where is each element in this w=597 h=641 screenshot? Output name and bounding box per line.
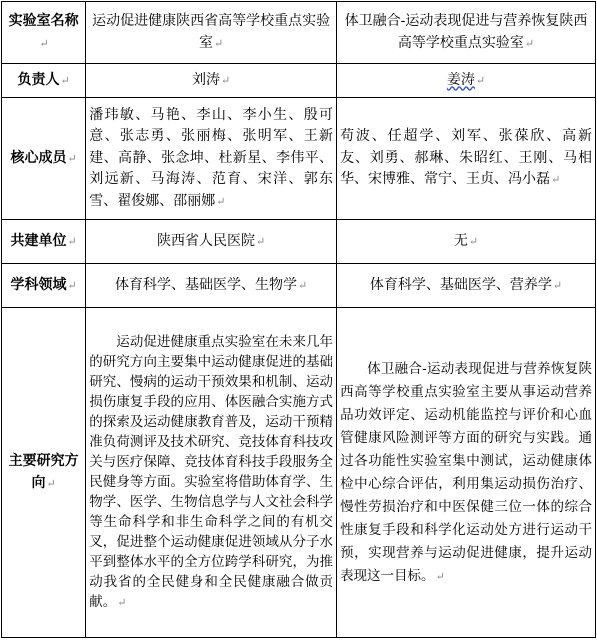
co-builder-col1 [86, 220, 337, 264]
cell-text: 陕西省人民医院 [157, 232, 256, 249]
row-discipline [2, 264, 596, 308]
cell-mark-icon: ↵ [435, 569, 445, 583]
cell-mark-icon: ↵ [67, 278, 77, 292]
cell-mark-icon: ↵ [60, 73, 70, 87]
row-leader [2, 64, 596, 98]
row-lab-name [2, 2, 596, 64]
label-core-members [2, 98, 86, 220]
cell-text: 苟波、任超学、刘军、张葆欣、高新友、刘勇、郝琳、朱昭红、王刚、马相华、宋博雅、常宁、王贞、冯小磊 [340, 128, 592, 188]
cell-mark-icon: ↵ [524, 36, 535, 50]
label-co-builder [2, 220, 86, 264]
cell-text: 潘玮敏、马艳、李山、李小生、殷可意、张志勇、张丽梅、张明军、王新建、高静、张念坤、杜新星、李伟平、刘远新、马海涛、范育、宋洋、郭东雪、翟俊娜、邵丽娜 [89, 106, 334, 209]
row-core-members [2, 98, 596, 220]
cell-text: 体卫融合-运动表现促进与营养恢复陕西高等学校重点实验室 [344, 12, 588, 51]
cell-mark-icon: ↵ [67, 151, 77, 165]
cell-mark-icon: ↵ [67, 234, 77, 248]
label-text: 实验室名称 [8, 12, 79, 29]
cell-mark-icon: ↵ [552, 278, 563, 292]
cell-text: 运动促进健康陕西省高等学校重点实验室 [92, 12, 331, 51]
label-text: 学科领域 [10, 276, 67, 293]
cell-mark-icon: ↵ [551, 173, 561, 187]
leader-col2 [337, 64, 596, 98]
cell-mark-icon: ↵ [214, 36, 224, 50]
cell-text: 运动促进健康重点实验室在未来几年的研究方向主要集中运动健康促进的基础研究、慢病的运动干预效果和机制、运动损伤康复手段的应用、体医融合实施方式的探索及运动健康教育普及，运动干预精准负荷测评及技术研究、竞技体育科技攻关与医疗保障、竞技体育科技手段服务全民健身等方面。实验室将借助体育学、生物学、医学、生物信息学与人文社会科学等生命科学和非生命科学之间的有机交叉，促进整个运动健康促进领域从分子水平到整体水平的全方位跨学科研究，为推动我省的全民健身和全民健康融合做贡献。 [89, 334, 334, 610]
cell-mark-icon: ↵ [46, 476, 56, 490]
research-direction-col1 [86, 308, 337, 638]
cell-mark-icon: ↵ [468, 234, 479, 248]
row-research-direction [2, 308, 596, 638]
cell-mark-icon: ↵ [117, 596, 127, 609]
research-direction-col2 [337, 308, 596, 638]
core-members-col2 [337, 98, 596, 220]
label-research-direction [2, 308, 86, 638]
label-text: 主要研究方向 [8, 452, 79, 491]
cell-mark-icon: ↵ [475, 73, 486, 87]
lab-name-col2 [337, 2, 596, 64]
label-text: 负责人 [17, 71, 60, 88]
lab-info-table [1, 1, 596, 638]
label-leader [2, 64, 86, 98]
cell-mark-icon: ↵ [39, 36, 49, 50]
cell-text: 无 [453, 232, 468, 249]
cell-mark-icon: ↵ [298, 278, 308, 292]
discipline-col1 [86, 264, 337, 308]
leader-col1 [86, 64, 337, 98]
cell-text: 刘涛 [192, 71, 221, 88]
discipline-col2 [337, 264, 596, 308]
cell-text: 体育科学、基础医学、生物学 [115, 276, 298, 293]
lab-name-col1 [86, 2, 337, 64]
cell-mark-icon: ↵ [216, 194, 226, 208]
label-text: 共建单位 [10, 232, 67, 249]
cell-mark-icon: ↵ [221, 73, 231, 87]
cell-mark-icon: ↵ [256, 234, 266, 248]
core-members-col1 [86, 98, 337, 220]
label-lab-name [2, 2, 86, 64]
label-text: 核心成员 [10, 149, 67, 166]
label-discipline [2, 264, 86, 308]
cell-text: 体卫融合-运动表现促进与营养恢复陕西高等学校重点实验室主要从事运动营养品功效评定、运动机能监控与评价和心血管健康风险测评等方面的研究与实践。通过各功能性实验室集中测试，运动健康体检中心综合评估，利用集运动损伤治疗、慢性劳损治疗和中医保健三位一体的综合性康复手段和科学化运动处方进行运动干预，实现营养与运动促进健康，提升运动表现这一目标。 [340, 360, 592, 584]
co-builder-col2 [337, 220, 596, 264]
cell-text: 体育科学、基础医学、营养学 [369, 276, 552, 293]
row-co-builder [2, 220, 596, 264]
cell-text: 姜涛 [446, 71, 475, 88]
